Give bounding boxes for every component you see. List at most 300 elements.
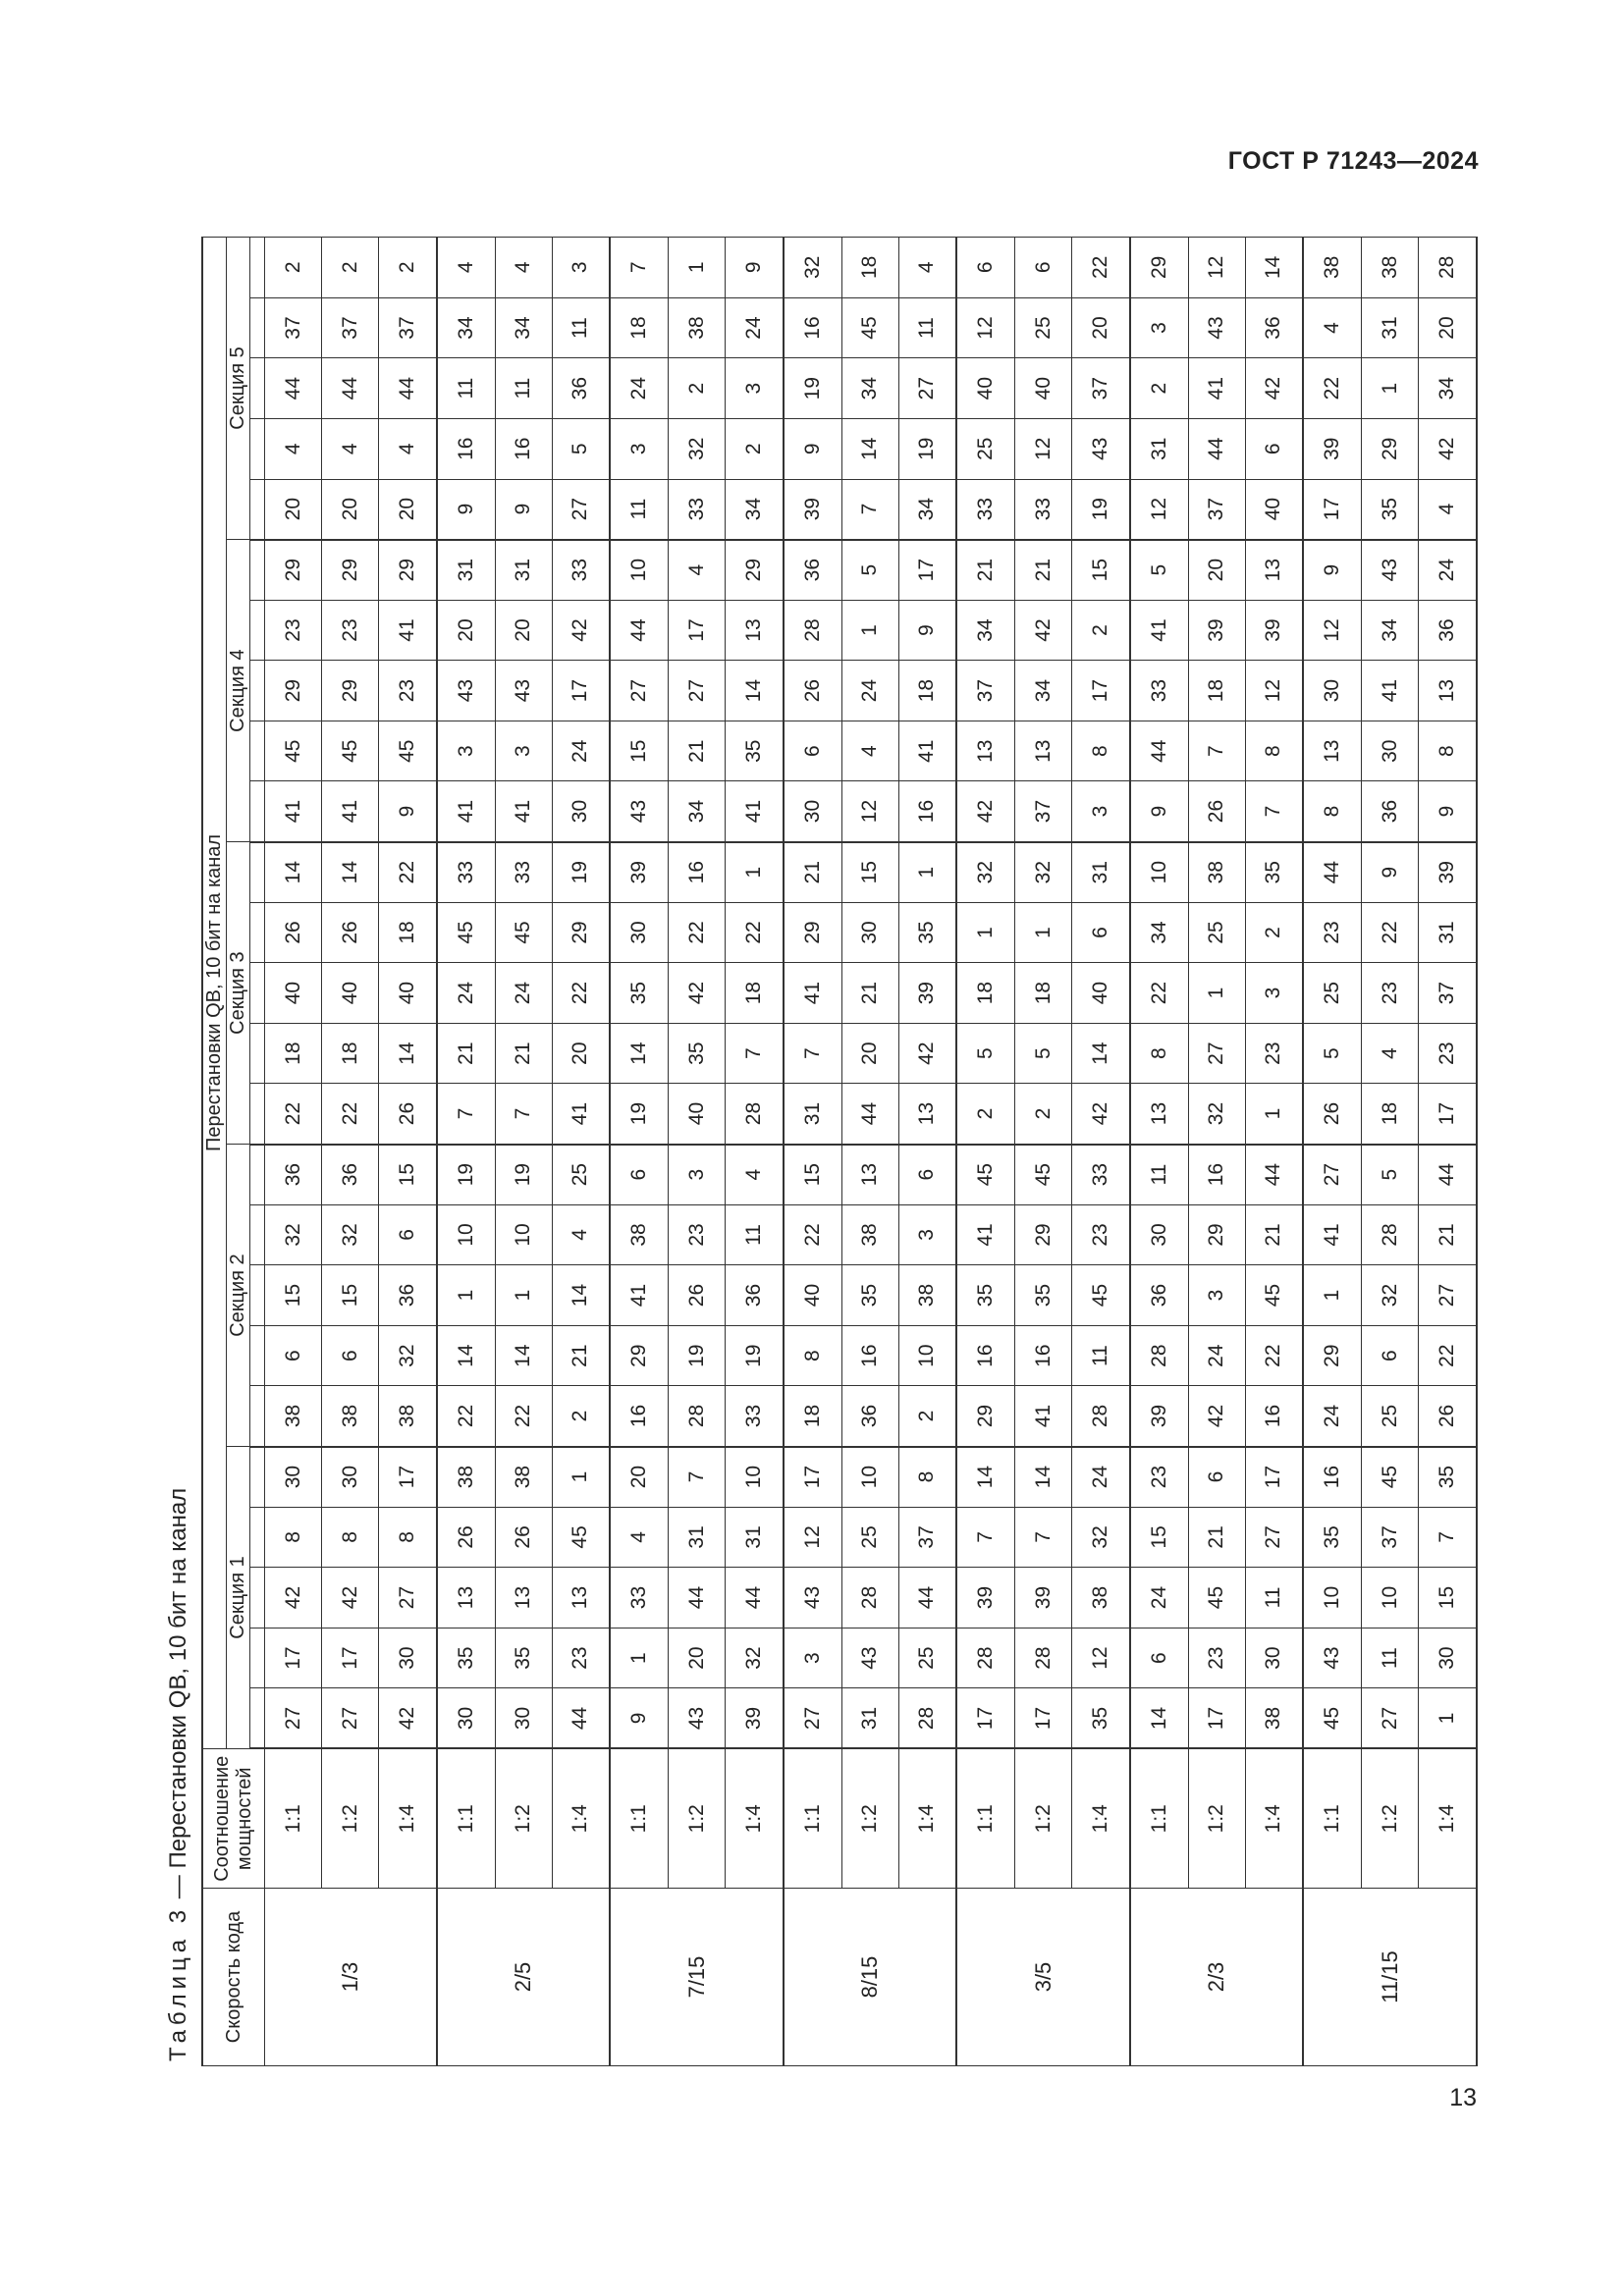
permutation-value-cell: 21 [437,1023,495,1084]
power-ratio-cell: 1:2 [669,1749,726,1889]
permutation-value-cell: 30 [322,1447,379,1508]
permutation-value-cell: 6 [1188,1447,1245,1508]
permutation-value-cell: 33 [669,479,726,540]
header-spacer-cell [250,1084,265,1145]
permutation-value-cell: 32 [784,237,841,297]
permutation-value-cell: 17 [956,1688,1014,1749]
permutation-value-cell: 45 [956,1145,1014,1205]
permutation-value-cell: 44 [898,1568,956,1629]
table-row [552,237,610,2065]
permutation-value-cell: 14 [1130,1688,1188,1749]
permutation-value-cell: 41 [552,1084,610,1145]
permutation-value-cell: 4 [669,540,726,601]
permutation-value-cell: 30 [841,902,898,963]
permutation-value-cell: 39 [898,963,956,1024]
table-row [379,237,437,2065]
permutation-value-cell: 44 [552,1688,610,1749]
permutation-value-cell: 28 [1130,1325,1188,1386]
header-spacer-cell [250,418,265,479]
permutation-value-cell: 44 [669,1568,726,1629]
header-spacer-cell [250,963,265,1024]
permutation-table [201,237,1478,2066]
permutation-value-cell: 39 [1303,418,1361,479]
permutation-value-cell: 4 [610,1507,668,1568]
permutation-value-cell: 11 [898,297,956,358]
permutation-value-cell: 45 [1362,1447,1419,1508]
permutation-value-cell: 16 [784,297,841,358]
permutation-value-cell: 31 [495,540,552,601]
permutation-value-cell: 4 [495,237,552,297]
permutation-value-cell: 35 [726,721,784,781]
col-header-permutations: Перестановки QB, 10 бит на канал [202,237,227,1748]
permutation-value-cell: 15 [1072,540,1130,601]
permutation-value-cell: 11 [726,1204,784,1265]
permutation-value-cell: 30 [495,1688,552,1749]
permutation-value-cell: 43 [784,1568,841,1629]
permutation-value-cell: 9 [437,479,495,540]
permutation-value-cell: 1 [1362,358,1419,419]
permutation-value-cell: 30 [784,781,841,842]
permutation-value-cell: 9 [610,1688,668,1749]
permutation-value-cell: 38 [669,297,726,358]
permutation-value-cell: 39 [956,1568,1014,1629]
permutation-value-cell: 4 [437,237,495,297]
permutation-value-cell: 16 [956,1325,1014,1386]
permutation-value-cell: 44 [1188,418,1245,479]
permutation-value-cell: 38 [610,1204,668,1265]
code-rate-cell: 2/3 [1130,1889,1304,2066]
permutation-value-cell: 26 [495,1507,552,1568]
permutation-value-cell: 21 [495,1023,552,1084]
permutation-value-cell: 13 [956,721,1014,781]
permutation-value-cell: 7 [1419,1507,1477,1568]
power-ratio-cell: 1:1 [1303,1749,1361,1889]
permutation-value-cell: 36 [265,1145,322,1205]
permutation-value-cell: 27 [1362,1688,1419,1749]
permutation-value-cell: 31 [437,540,495,601]
table-row [956,237,1014,2065]
header-spacer-cell [250,358,265,419]
permutation-value-cell: 9 [1419,781,1477,842]
permutation-value-cell: 19 [726,1325,784,1386]
permutation-value-cell: 22 [1419,1325,1477,1386]
permutation-value-cell: 27 [265,1688,322,1749]
permutation-value-cell: 33 [1130,661,1188,721]
permutation-value-cell: 34 [1015,661,1072,721]
permutation-value-cell: 12 [1188,237,1245,297]
permutation-value-cell: 35 [1072,1688,1130,1749]
permutation-value-cell: 8 [1419,721,1477,781]
permutation-value-cell: 42 [322,1568,379,1629]
permutation-value-cell: 44 [1130,721,1188,781]
permutation-value-cell: 19 [898,418,956,479]
permutation-value-cell: 29 [956,1386,1014,1447]
permutation-value-cell: 18 [610,297,668,358]
permutation-value-cell: 14 [265,842,322,903]
permutation-value-cell: 29 [726,540,784,601]
permutation-value-cell: 40 [784,1265,841,1326]
permutation-value-cell: 44 [1419,1145,1477,1205]
permutation-value-cell: 31 [1130,418,1188,479]
permutation-value-cell: 6 [784,721,841,781]
permutation-value-cell: 9 [898,600,956,661]
table-row [1303,237,1361,2065]
permutation-value-cell: 43 [669,1688,726,1749]
permutation-value-cell: 23 [1130,1447,1188,1508]
power-ratio-cell: 1:1 [1130,1749,1188,1889]
table-row [610,237,668,2065]
permutation-value-cell: 44 [1245,1145,1303,1205]
permutation-value-cell: 17 [379,1447,437,1508]
header-spacer-cell [250,297,265,358]
permutation-value-cell: 15 [841,842,898,903]
header-spacer-cell [250,842,265,903]
permutation-value-cell: 40 [1072,963,1130,1024]
permutation-value-cell: 23 [1188,1628,1245,1688]
permutation-value-cell: 9 [726,237,784,297]
permutation-value-cell: 38 [898,1265,956,1326]
header-spacer-cell [250,600,265,661]
permutation-value-cell: 1 [552,1447,610,1508]
power-ratio-cell: 1:2 [1362,1749,1419,1889]
permutation-value-cell: 8 [1303,781,1361,842]
permutation-value-cell: 37 [1072,358,1130,419]
permutation-value-cell: 7 [784,1023,841,1084]
col-header-code-rate: Скорость кода [202,1889,265,2066]
permutation-value-cell: 38 [1303,237,1361,297]
permutation-value-cell: 6 [379,1204,437,1265]
permutation-value-cell: 3 [784,1628,841,1688]
permutation-value-cell: 41 [1188,358,1245,419]
permutation-value-cell: 4 [265,418,322,479]
permutation-value-cell: 37 [1188,479,1245,540]
header-spacer-cell [250,1265,265,1326]
permutation-value-cell: 30 [379,1628,437,1688]
permutation-value-cell: 37 [322,297,379,358]
col-header-section-2: Секция 2 [227,1145,250,1447]
permutation-value-cell: 25 [841,1507,898,1568]
permutation-value-cell: 25 [898,1628,956,1688]
permutation-value-cell: 2 [669,358,726,419]
permutation-value-cell: 30 [1362,721,1419,781]
permutation-value-cell: 14 [841,418,898,479]
permutation-value-cell: 19 [1072,479,1130,540]
power-ratio-cell: 1:4 [552,1749,610,1889]
permutation-value-cell: 3 [437,721,495,781]
permutation-value-cell: 45 [1245,1265,1303,1326]
permutation-value-cell: 13 [898,1084,956,1145]
table-caption [165,1488,192,2061]
permutation-value-cell: 15 [1130,1507,1188,1568]
permutation-value-cell: 42 [956,781,1014,842]
permutation-value-cell: 27 [379,1568,437,1629]
permutation-value-cell: 21 [841,963,898,1024]
permutation-value-cell: 30 [1245,1628,1303,1688]
permutation-value-cell: 23 [1072,1204,1130,1265]
table-row [726,237,784,2065]
permutation-value-cell: 6 [898,1145,956,1205]
power-ratio-cell: 1:1 [784,1749,841,1889]
permutation-value-cell: 45 [495,902,552,963]
permutation-value-cell: 27 [1419,1265,1477,1326]
permutation-value-cell: 12 [784,1507,841,1568]
permutation-value-cell: 4 [379,418,437,479]
permutation-value-cell: 20 [1072,297,1130,358]
permutation-value-cell: 2 [1130,358,1188,419]
permutation-value-cell: 38 [322,1386,379,1447]
permutation-value-cell: 35 [1245,842,1303,903]
permutation-value-cell: 42 [1188,1386,1245,1447]
permutation-value-cell: 1 [610,1628,668,1688]
permutation-value-cell: 45 [322,721,379,781]
permutation-value-cell: 17 [1303,479,1361,540]
power-ratio-cell: 1:4 [1419,1749,1477,1889]
permutation-value-cell: 22 [669,902,726,963]
permutation-value-cell: 28 [841,1568,898,1629]
permutation-value-cell: 29 [265,540,322,601]
permutation-value-cell: 6 [1362,1325,1419,1386]
permutation-value-cell: 15 [1419,1568,1477,1629]
permutation-value-cell: 43 [1362,540,1419,601]
permutation-value-cell: 36 [726,1265,784,1326]
permutation-value-cell: 16 [1015,1325,1072,1386]
permutation-value-cell: 12 [956,297,1014,358]
permutation-value-cell: 13 [1130,1084,1188,1145]
permutation-value-cell: 39 [1130,1386,1188,1447]
permutation-value-cell: 27 [784,1688,841,1749]
permutation-value-cell: 25 [1362,1386,1419,1447]
permutation-value-cell: 37 [956,661,1014,721]
permutation-value-cell: 7 [610,237,668,297]
permutation-value-cell: 41 [437,781,495,842]
permutation-value-cell: 29 [610,1325,668,1386]
permutation-value-cell: 21 [784,842,841,903]
permutation-value-cell: 30 [610,902,668,963]
permutation-value-cell: 12 [1245,661,1303,721]
permutation-value-cell: 45 [841,297,898,358]
permutation-value-cell: 13 [495,1568,552,1629]
permutation-value-cell: 45 [1303,1688,1361,1749]
permutation-value-cell: 26 [265,902,322,963]
header-row-1 [202,237,227,2065]
permutation-value-cell: 12 [1072,1628,1130,1688]
permutation-value-cell: 13 [1419,661,1477,721]
permutation-value-cell: 13 [1015,721,1072,781]
permutation-value-cell: 22 [437,1386,495,1447]
permutation-value-cell: 36 [552,358,610,419]
permutation-value-cell: 34 [1130,902,1188,963]
permutation-value-cell: 34 [956,600,1014,661]
permutation-value-cell: 26 [1419,1386,1477,1447]
permutation-value-cell: 21 [1188,1507,1245,1568]
code-rate-cell: 2/5 [437,1889,611,2066]
permutation-value-cell: 36 [1245,297,1303,358]
permutation-value-cell: 16 [495,418,552,479]
permutation-value-cell: 32 [1015,842,1072,903]
permutation-value-cell: 42 [265,1568,322,1629]
permutation-value-cell: 34 [898,479,956,540]
permutation-value-cell: 2 [322,237,379,297]
header-spacer-cell [250,1568,265,1629]
permutation-value-cell: 22 [1130,963,1188,1024]
permutation-value-cell: 32 [1188,1084,1245,1145]
table-row [669,237,726,2065]
permutation-value-cell: 38 [1072,1568,1130,1629]
permutation-value-cell: 23 [669,1204,726,1265]
permutation-value-cell: 22 [1362,902,1419,963]
permutation-value-cell: 38 [265,1386,322,1447]
permutation-value-cell: 7 [495,1084,552,1145]
permutation-value-cell: 21 [552,1325,610,1386]
permutation-value-cell: 33 [552,540,610,601]
permutation-value-cell: 27 [610,661,668,721]
header-spacer-cell [250,781,265,842]
permutation-value-cell: 26 [669,1265,726,1326]
permutation-value-cell: 3 [898,1204,956,1265]
permutation-value-cell: 22 [1245,1325,1303,1386]
permutation-value-cell: 32 [726,1628,784,1688]
power-ratio-cell: 1:1 [956,1749,1014,1889]
header-spacer-cell [250,1145,265,1205]
permutation-value-cell: 5 [552,418,610,479]
header-spacer-cell [250,1204,265,1265]
permutation-value-cell: 33 [1072,1145,1130,1205]
permutation-value-cell: 36 [841,1386,898,1447]
permutation-value-cell: 34 [726,479,784,540]
permutation-value-cell: 17 [784,1447,841,1508]
table-row [437,237,495,2065]
permutation-value-cell: 16 [1245,1386,1303,1447]
permutation-value-cell: 18 [379,902,437,963]
permutation-value-cell: 7 [726,1023,784,1084]
permutation-value-cell: 23 [265,600,322,661]
permutation-value-cell: 28 [1072,1386,1130,1447]
permutation-value-cell: 20 [437,600,495,661]
permutation-value-cell: 7 [1015,1507,1072,1568]
permutation-value-cell: 23 [379,661,437,721]
permutation-value-cell: 28 [1419,237,1477,297]
permutation-value-cell: 10 [495,1204,552,1265]
permutation-value-cell: 16 [610,1386,668,1447]
permutation-value-cell: 21 [1015,540,1072,601]
permutation-value-cell: 18 [322,1023,379,1084]
permutation-value-cell: 1 [1303,1265,1361,1326]
permutation-value-cell: 1 [437,1265,495,1326]
permutation-value-cell: 5 [841,540,898,601]
permutation-value-cell: 38 [841,1204,898,1265]
permutation-value-cell: 16 [669,842,726,903]
permutation-value-cell: 37 [898,1507,956,1568]
permutation-value-cell: 31 [669,1507,726,1568]
col-header-section-4: Секция 4 [227,540,250,842]
permutation-value-cell: 45 [1015,1145,1072,1205]
permutation-value-cell: 22 [265,1084,322,1145]
permutation-value-cell: 20 [322,479,379,540]
code-rate-cell: 1/3 [265,1889,437,2066]
permutation-value-cell: 35 [1303,1507,1361,1568]
permutation-value-cell: 41 [322,781,379,842]
permutation-value-cell: 26 [379,1084,437,1145]
permutation-value-cell: 5 [1130,540,1188,601]
permutation-value-cell: 3 [495,721,552,781]
permutation-value-cell: 1 [726,842,784,903]
permutation-value-cell: 3 [669,1145,726,1205]
table-row [1245,237,1303,2065]
header-spacer-cell [250,540,265,601]
permutation-value-cell: 42 [1015,600,1072,661]
permutation-value-cell: 11 [1362,1628,1419,1688]
permutation-value-cell: 24 [726,297,784,358]
permutation-value-cell: 6 [1015,237,1072,297]
permutation-value-cell: 13 [1303,721,1361,781]
permutation-value-cell: 17 [552,661,610,721]
permutation-value-cell: 25 [956,418,1014,479]
permutation-value-cell: 34 [841,358,898,419]
permutation-value-cell: 17 [1188,1688,1245,1749]
permutation-value-cell: 5 [1303,1023,1361,1084]
permutation-value-cell: 9 [1303,540,1361,601]
permutation-value-cell: 24 [1303,1386,1361,1447]
permutation-value-cell: 43 [610,781,668,842]
header-spacer-cell [250,721,265,781]
permutation-value-cell: 11 [495,358,552,419]
permutation-value-cell: 41 [956,1204,1014,1265]
permutation-value-cell: 23 [322,600,379,661]
permutation-value-cell: 45 [265,721,322,781]
permutation-value-cell: 41 [1130,600,1188,661]
permutation-value-cell: 20 [1188,540,1245,601]
permutation-value-cell: 25 [1015,297,1072,358]
permutation-value-cell: 17 [1245,1447,1303,1508]
permutation-value-cell: 24 [610,358,668,419]
permutation-value-cell: 45 [552,1507,610,1568]
permutation-value-cell: 28 [1362,1204,1419,1265]
permutation-value-cell: 2 [1245,902,1303,963]
permutation-value-cell: 39 [1015,1568,1072,1629]
permutation-value-cell: 44 [841,1084,898,1145]
permutation-value-cell: 17 [322,1628,379,1688]
code-rate-cell: 11/15 [1303,1889,1477,2066]
power-ratio-cell: 1:2 [1015,1749,1072,1889]
permutation-value-cell: 6 [1245,418,1303,479]
permutation-value-cell: 41 [610,1265,668,1326]
permutation-value-cell: 5 [1015,1023,1072,1084]
permutation-value-cell: 33 [726,1386,784,1447]
permutation-value-cell: 6 [265,1325,322,1386]
permutation-value-cell: 45 [437,902,495,963]
permutation-value-cell: 44 [322,358,379,419]
permutation-value-cell: 4 [1362,1023,1419,1084]
permutation-value-cell: 11 [1245,1568,1303,1629]
permutation-value-cell: 41 [495,781,552,842]
permutation-value-cell: 42 [379,1688,437,1749]
permutation-value-cell: 14 [552,1265,610,1326]
permutation-value-cell: 16 [437,418,495,479]
permutation-value-cell: 2 [552,1386,610,1447]
permutation-value-cell: 4 [552,1204,610,1265]
permutation-value-cell: 19 [437,1145,495,1205]
permutation-value-cell: 32 [379,1325,437,1386]
permutation-value-cell: 31 [1362,297,1419,358]
permutation-value-cell: 35 [956,1265,1014,1326]
power-ratio-cell: 1:1 [265,1749,322,1889]
permutation-value-cell: 35 [495,1628,552,1688]
permutation-value-cell: 17 [1015,1688,1072,1749]
permutation-value-cell: 34 [495,297,552,358]
permutation-value-cell: 38 [495,1447,552,1508]
permutation-value-cell: 23 [1245,1023,1303,1084]
permutation-value-cell: 29 [784,902,841,963]
